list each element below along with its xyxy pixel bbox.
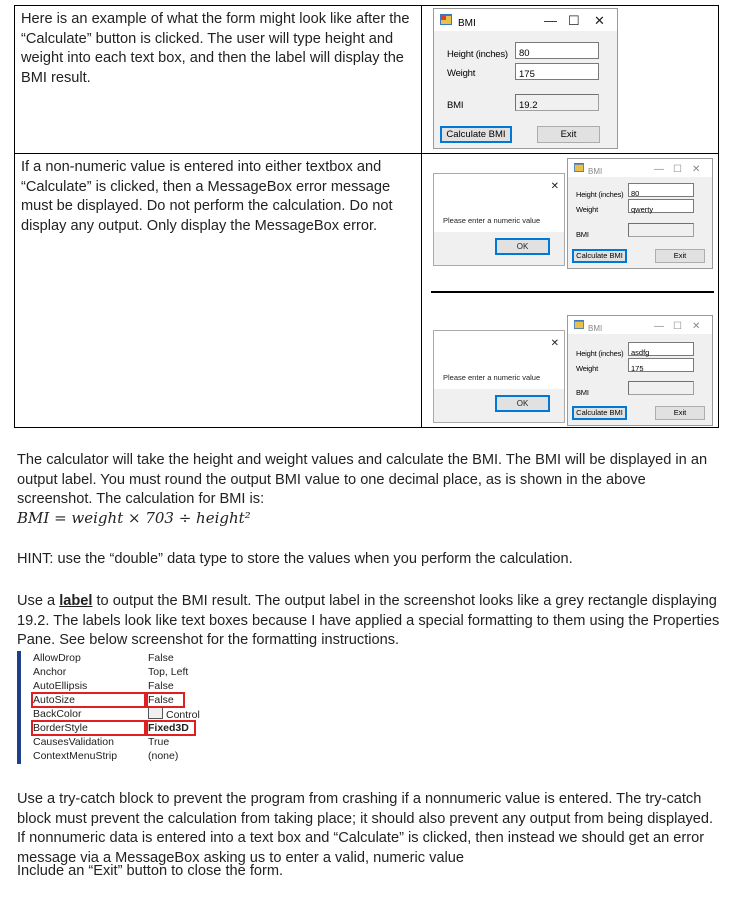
calculate-bmi-button[interactable]: Calculate BMI	[572, 406, 627, 420]
property-value: False	[148, 680, 174, 692]
height-label: Height (inches)	[576, 349, 624, 358]
properties-accent-bar	[17, 651, 21, 764]
app-icon	[574, 320, 584, 329]
height-label: Height (inches)	[576, 190, 624, 199]
row1-text: Here is an example of what the form might look like after the “Calculate” button is clicked. The user will type height and weight into each text box, and then the label will display the BMI result.	[21, 11, 410, 86]
bmi-form-window	[433, 8, 618, 149]
bmi-form-window-error1	[567, 158, 713, 269]
calculate-bmi-button[interactable]: Calculate BMI	[572, 249, 627, 263]
bmi-label: BMI	[447, 100, 464, 111]
label-paragraph	[17, 592, 722, 651]
property-name: AutoSize	[33, 694, 76, 706]
error-message: Please enter a numeric value	[443, 216, 541, 225]
title-bar	[434, 9, 617, 31]
close-button[interactable]: ✕	[594, 13, 605, 28]
error-messagebox-1	[433, 173, 565, 266]
bmi-output-label	[628, 381, 694, 395]
height-input[interactable]: asdfg	[628, 342, 694, 356]
property-value: Control	[166, 709, 200, 721]
minimize-button[interactable]: —	[654, 321, 664, 332]
property-value: (none)	[148, 750, 179, 762]
bmi-label: BMI	[576, 388, 589, 397]
bmi-label: BMI	[576, 230, 589, 239]
calc-paragraph: The calculator will take the height and weight values and calculate the BMI. The BMI will be displayed in an output label. You must round the output BMI value to one decimal place, as is shown in the above screenshot. The calculation for BMI is:	[17, 452, 708, 507]
app-icon	[574, 163, 584, 172]
label-paragraph-pre: Use a	[17, 593, 60, 609]
close-button[interactable]: ✕	[692, 164, 701, 175]
ok-button[interactable]: OK	[495, 238, 550, 255]
bmi-output-label: 19.2	[515, 94, 599, 111]
maximize-button[interactable]: ☐	[568, 13, 580, 28]
exit-button[interactable]: Exit	[655, 406, 705, 420]
title-bar	[568, 159, 712, 177]
property-name: BackColor	[33, 708, 82, 720]
height-input[interactable]: 80	[628, 183, 694, 197]
property-value: False	[148, 694, 174, 706]
hint-paragraph: HINT: use the “double” data type to store the values when you perform the calculation.	[17, 551, 573, 567]
separator-line	[431, 291, 714, 293]
maximize-button[interactable]: ☐	[673, 164, 682, 175]
property-name: ContextMenuStrip	[33, 750, 118, 762]
row2-text-cell	[15, 154, 422, 428]
title-bar	[568, 316, 712, 334]
autosize-highlight	[31, 692, 146, 708]
property-value: False	[148, 652, 174, 664]
messagebox-footer	[434, 232, 564, 265]
error-messagebox-2	[433, 330, 565, 423]
properties-pane	[17, 651, 217, 764]
weight-input[interactable]: 175	[628, 358, 694, 372]
exit-paragraph: Include an “Exit” button to close the form.	[17, 863, 284, 879]
property-value: Fixed3D	[148, 722, 189, 734]
minimize-button[interactable]: —	[654, 164, 664, 175]
property-name: AllowDrop	[33, 652, 81, 664]
property-value: Top, Left	[148, 666, 189, 678]
window-title: BMI	[588, 324, 603, 333]
property-value-row	[148, 707, 200, 721]
row1-text-cell	[15, 6, 422, 154]
height-label: Height (inches)	[447, 49, 508, 60]
weight-input[interactable]: qwerty	[628, 199, 694, 213]
weight-label: Weight	[576, 205, 599, 214]
property-name: CausesValidation	[33, 736, 114, 748]
exit-button[interactable]: Exit	[537, 126, 600, 143]
window-title: BMI	[458, 18, 476, 29]
borderstyle-value-highlight	[146, 720, 196, 736]
property-value: True	[148, 736, 170, 748]
maximize-button[interactable]: ☐	[673, 321, 682, 332]
window-title: BMI	[588, 167, 603, 176]
close-icon[interactable]: ✕	[550, 181, 559, 192]
error-message: Please enter a numeric value	[443, 373, 541, 382]
weight-input[interactable]: 175	[515, 63, 599, 80]
label-emphasis: label	[59, 593, 93, 609]
weight-label: Weight	[576, 364, 599, 373]
messagebox-footer	[434, 389, 564, 422]
exit-button[interactable]: Exit	[655, 249, 705, 263]
ok-button[interactable]: OK	[495, 395, 550, 412]
minimize-button[interactable]: —	[544, 13, 557, 28]
close-icon[interactable]: ✕	[550, 338, 559, 349]
try-catch-paragraph: Use a try-catch block to prevent the program from crashing if a nonnumeric value is entered. The try-catch block must prevent the calculation from taking place; it should also prevent any output from being displayed. If nonnumeric data is entered into a text box and “Calculate” is clicked, then instead we should get an error message via a MessageBox asking us to enter a valid, numeric value	[17, 791, 714, 866]
app-icon	[440, 14, 452, 25]
bmi-formula: BMI = weight × 703 ÷ height²	[17, 509, 251, 527]
label-paragraph-post: to output the BMI result. The output label in the screenshot looks like a grey rectangle displaying 19.2. The labels look like text boxes because I have applied a special formatting to them using the Properties Pane. See below screenshot for the formatting instructions.	[17, 593, 720, 648]
property-name: Anchor	[33, 666, 67, 678]
property-name: BorderStyle	[33, 722, 88, 734]
calculate-bmi-button[interactable]: Calculate BMI	[440, 126, 512, 143]
bmi-output-label	[628, 223, 694, 237]
weight-label: Weight	[447, 68, 476, 79]
bmi-form-window-error2	[567, 315, 713, 426]
autosize-value-highlight	[146, 692, 185, 708]
height-input[interactable]: 80	[515, 42, 599, 59]
color-swatch	[148, 707, 163, 719]
property-name: AutoEllipsis	[33, 680, 88, 692]
close-button[interactable]: ✕	[692, 321, 701, 332]
row2-text: If a non-numeric value is entered into either textbox and “Calculate” is clicked, then a MessageBox error message must be displayed. Do not perform the calculation. Do not display any output. Only display the MessageBox error.	[21, 159, 393, 234]
borderstyle-highlight	[31, 720, 146, 736]
